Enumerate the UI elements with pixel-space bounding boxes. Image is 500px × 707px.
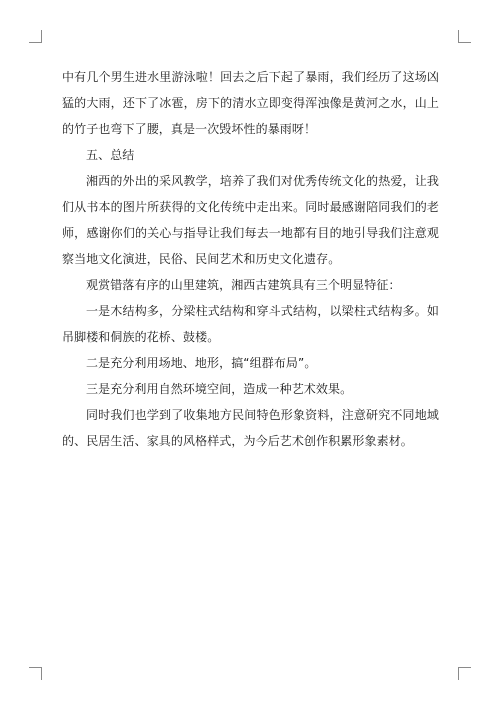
crop-mark-top-right — [458, 30, 471, 43]
section-heading-summary: 五、总结 — [86, 148, 135, 162]
crop-mark-bottom-left — [29, 667, 42, 680]
document-body — [62, 64, 439, 454]
crop-mark-top-left — [29, 30, 42, 43]
paragraph-storm: 中有几个男生进水里游泳啦！回去之后下起了暴雨，我们经历了这场凶猛的大雨，还下了冰雹，房下的清水立即变得浑浊像是黄河之水，山上的竹子也弯下了腰，真是一次毁坏性的暴雨呀！ — [62, 70, 439, 136]
paragraph-field-trip: 湘西的外出的采风教学，培养了我们对优秀传统文化的热爱，让我们从书本的图片所获得的文化传统中走出来。同时最感谢陪同我们的老师，感谢你们的关心与指导让我们每去一地都有目的地引导我们注意观察当地文化演进，民俗、民间艺术和历史文化遗存。 — [62, 174, 439, 266]
paragraph-feature-three: 三是充分利用自然环境空间，造成一种艺术效果。 — [86, 382, 353, 396]
paragraph-architecture-intro: 观赏错落有序的山里建筑，湘西古建筑具有三个明显特征： — [86, 278, 401, 292]
paragraph-learning: 同时我们也学到了收集地方民间特色形象资料，注意研究不同地域的、民居生活、家具的风格样式，为今后艺术创作积累形象素材。 — [62, 408, 439, 448]
paragraph-feature-one: 一是木结构多，分梁柱式结构和穿斗式结构，以梁柱式结构多。如吊脚楼和侗族的花桥、鼓楼。 — [62, 304, 439, 344]
crop-mark-bottom-right — [458, 667, 471, 680]
paragraph-feature-two: 二是充分利用场地、地形，搞“组群布局”。 — [86, 356, 317, 370]
